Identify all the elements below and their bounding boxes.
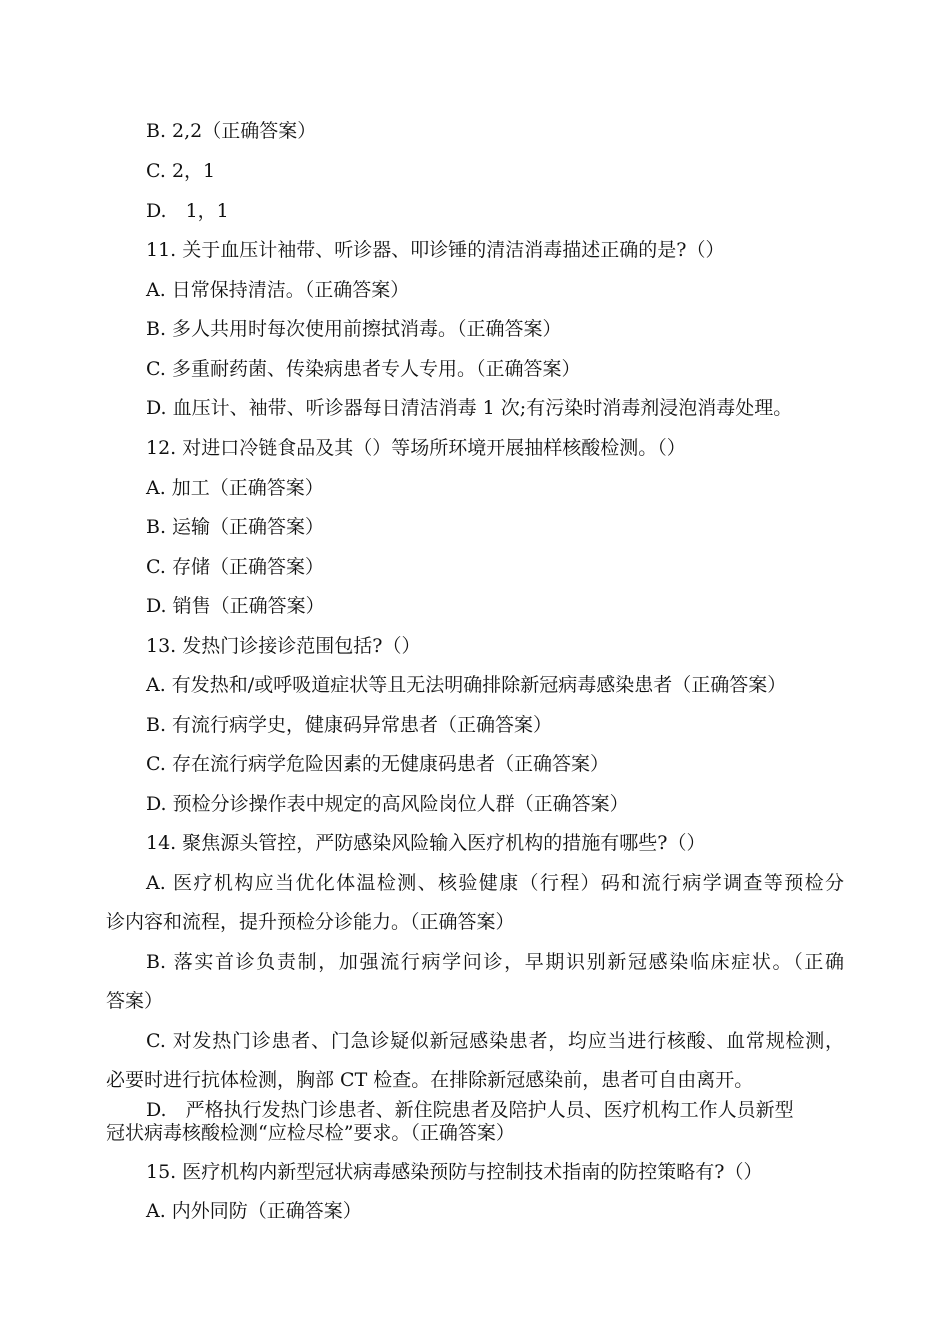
- option-14c-line1: C. 对发热门诊患者、门急诊疑似新冠感染患者，均应当进行核酸、血常规检测，: [146, 1030, 844, 1052]
- option-10c: C. 2，1: [146, 160, 216, 182]
- question-13: 13. 发热门诊接诊范围包括?（）: [146, 635, 421, 657]
- option-14b-line2: 答案）: [106, 990, 164, 1012]
- option-15a: A. 内外同防（正确答案）: [146, 1200, 362, 1222]
- option-14d-line1: D. 严格执行发热门诊患者、新住院患者及陪护人员、医疗机构工作人员新型: [146, 1099, 794, 1121]
- option-14c-line2: 必要时进行抗体检测，胸部 CT 检查。在排除新冠感染前，患者可自由离开。: [106, 1069, 754, 1091]
- option-10d: D. 1，1: [146, 200, 229, 222]
- question-12: 12. 对进口冷链食品及其（）等场所环境开展抽样核酸检测。（）: [146, 437, 686, 459]
- option-11c: C. 多重耐药菌、传染病患者专人专用。（正确答案）: [146, 358, 581, 380]
- option-13b: B. 有流行病学史，健康码异常患者（正确答案）: [146, 714, 553, 736]
- question-14: 14. 聚焦源头管控，严防感染风险输入医疗机构的措施有哪些?（）: [146, 832, 706, 854]
- option-13d: D. 预检分诊操作表中规定的高风险岗位人群（正确答案）: [146, 793, 629, 815]
- option-14d-line2: 冠状病毒核酸检测“应检尽检”要求。（正确答案）: [106, 1122, 515, 1144]
- option-12a: A. 加工（正确答案）: [146, 477, 324, 499]
- option-14a-line1: A. 医疗机构应当优化体温检测、核验健康（行程）码和流行病学调查等预检分: [146, 872, 844, 894]
- option-13c: C. 存在流行病学危险因素的无健康码患者（正确答案）: [146, 753, 609, 775]
- option-11b: B. 多人共用时每次使用前擦拭消毒。（正确答案）: [146, 318, 562, 340]
- option-11d: D. 血压计、袖带、听诊器每日清洁消毒 1 次;有污染时消毒剂浸泡消毒处理。: [146, 397, 793, 419]
- option-10b: B. 2,2（正确答案）: [146, 120, 317, 142]
- option-14b-line1: B. 落实首诊负责制，加强流行病学问诊，早期识别新冠感染临床症状。（正确: [146, 951, 844, 973]
- option-11a: A. 日常保持清洁。（正确答案）: [146, 279, 410, 301]
- option-12c: C. 存储（正确答案）: [146, 556, 324, 578]
- question-11: 11. 关于血压计袖带、听诊器、叩诊锤的清洁消毒描述正确的是?（）: [146, 239, 725, 261]
- option-13a: A. 有发热和/或呼吸道症状等且无法明确排除新冠病毒感染患者（正确答案）: [146, 674, 787, 696]
- option-12b: B. 运输（正确答案）: [146, 516, 325, 538]
- option-14a-line2: 诊内容和流程，提升预检分诊能力。（正确答案）: [106, 911, 515, 933]
- question-15: 15. 医疗机构内新型冠状病毒感染预防与控制技术指南的防控策略有?（）: [146, 1161, 763, 1183]
- option-12d: D. 销售（正确答案）: [146, 595, 325, 617]
